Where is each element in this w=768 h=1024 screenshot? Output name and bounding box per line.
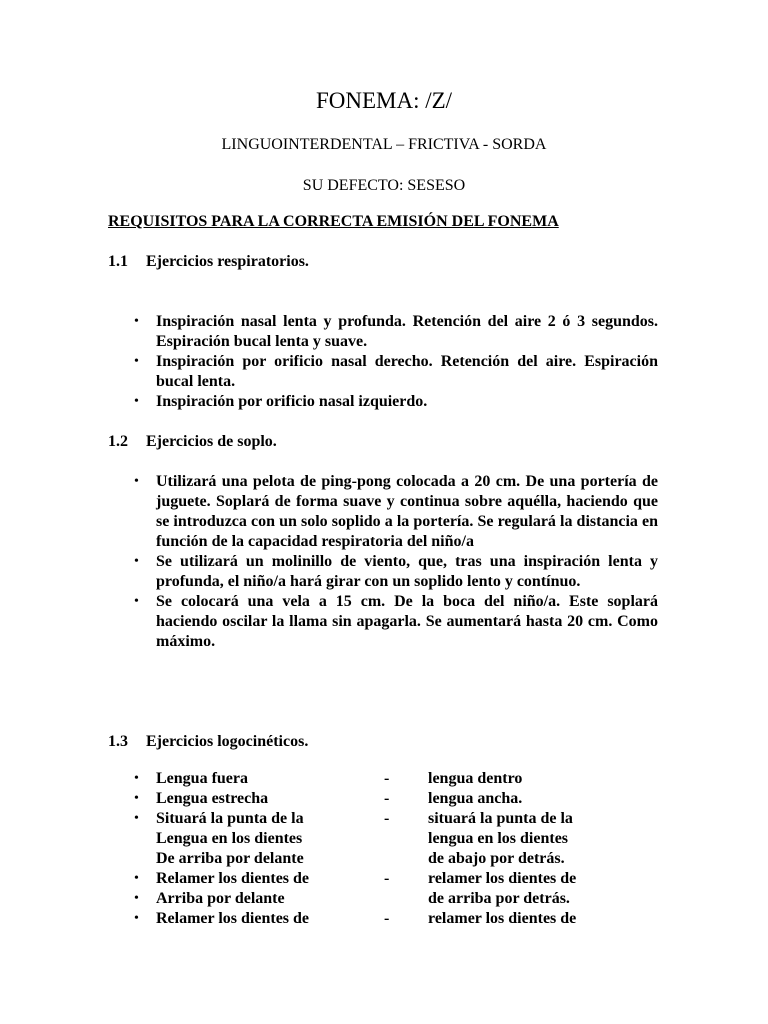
- exercise-left: De arriba por delante: [156, 850, 304, 867]
- exercise-left: Arriba por delante: [156, 890, 285, 907]
- list-item-text: Inspiración nasal lenta y profunda. Retención del aire 2 ó 3 segundos. Espiración bucal lenta y suave.: [156, 313, 658, 350]
- page-title: FONEMA: /Z/: [315, 88, 453, 113]
- list-item-text: Inspiración por orificio nasal izquierdo.: [156, 393, 428, 410]
- exercise-right: de abajo por detrás.: [428, 850, 565, 867]
- list-item: [108, 352, 658, 392]
- bullet-icon: •: [134, 314, 139, 329]
- bullet-icon: •: [134, 911, 139, 926]
- exercise-dash: -: [384, 810, 390, 827]
- list-item: [108, 552, 658, 592]
- exercise-dash: -: [384, 910, 390, 927]
- exercise-dash: -: [384, 870, 390, 887]
- exercise-left: Lengua fuera: [156, 770, 248, 787]
- phoneme-classification: LINGUOINTERDENTAL – FRICTIVA - SORDA: [221, 136, 547, 153]
- exercise-left: Situará la punta de la: [156, 810, 304, 827]
- requirements-heading: REQUISITOS PARA LA CORRECTA EMISIÓN DEL FONEMA: [108, 213, 559, 230]
- logokinetic-exercise-table: [108, 769, 658, 929]
- bullet-icon: •: [134, 891, 139, 906]
- defect-label: SU DEFECTO: SESESO: [302, 177, 466, 194]
- section-title: Ejercicios de soplo.: [146, 433, 277, 450]
- exercise-left: Lengua en los dientes: [156, 830, 303, 847]
- list-item: [108, 592, 658, 652]
- section-title: Ejercicios respiratorios.: [146, 253, 309, 270]
- section-number: 1.1: [108, 253, 128, 270]
- section-heading-blowing: [108, 432, 277, 452]
- section-number: 1.2: [108, 433, 128, 450]
- list-item-text: Se colocará una vela a 15 cm. De la boca del niño/a. Este soplará haciendo oscilar la llama sin apagarla. Se aumentará hasta 20 cm. Como máximo.: [156, 593, 658, 650]
- exercise-row-continuation: [108, 849, 658, 869]
- exercise-right: lengua dentro: [428, 770, 523, 787]
- exercise-left: Relamer los dientes de: [156, 910, 310, 927]
- list-item: [108, 312, 658, 352]
- list-item-text: Inspiración por orificio nasal derecho. Retención del aire. Espiración bucal lenta.: [156, 353, 658, 390]
- exercise-row: [108, 809, 658, 829]
- exercise-row: [108, 769, 658, 789]
- bullet-icon: •: [134, 811, 139, 826]
- section-title: Ejercicios logocinéticos.: [146, 733, 309, 750]
- list-item-text: Utilizará una pelota de ping-pong colocada a 20 cm. De una portería de juguete. Soplará de forma suave y continua sobre aquélla, haciendo que se introduzca con un solo soplido a la portería. Se regulará la distancia en función de la capacidad respiratoria del niño/a: [156, 473, 658, 550]
- exercise-right: lengua en los dientes: [428, 830, 569, 847]
- bullet-icon: •: [134, 871, 139, 886]
- blowing-exercise-list: [108, 472, 658, 652]
- exercise-left: Lengua estrecha: [156, 790, 269, 807]
- section-number: 1.3: [108, 733, 128, 750]
- exercise-row: [108, 869, 658, 889]
- exercise-right: relamer los dientes de: [428, 910, 577, 927]
- exercise-row: [108, 889, 658, 909]
- exercise-right: relamer los dientes de: [428, 870, 577, 887]
- exercise-dash: -: [384, 770, 390, 787]
- exercise-dash: -: [384, 790, 390, 807]
- bullet-icon: •: [134, 594, 139, 609]
- bullet-icon: •: [134, 394, 139, 409]
- list-item: [108, 472, 658, 552]
- bullet-icon: •: [134, 791, 139, 806]
- exercise-row: [108, 909, 658, 929]
- exercise-right: de arriba por detrás.: [428, 890, 570, 907]
- bullet-icon: •: [134, 554, 139, 569]
- exercise-left: Relamer los dientes de: [156, 870, 310, 887]
- exercise-right: situará la punta de la: [428, 810, 573, 827]
- section-heading-logokinetic: [108, 732, 308, 752]
- list-item: [108, 392, 658, 412]
- exercise-row-continuation: [108, 829, 658, 849]
- bullet-icon: •: [134, 771, 139, 786]
- exercise-row: [108, 789, 658, 809]
- respiratory-exercise-list: [108, 312, 658, 412]
- exercise-right: lengua ancha.: [428, 790, 523, 807]
- bullet-icon: •: [134, 474, 139, 489]
- bullet-icon: •: [134, 354, 139, 369]
- section-heading-respiratory: [108, 252, 309, 272]
- list-item-text: Se utilizará un molinillo de viento, que, tras una inspiración lenta y profunda, el niño/a hará girar con un soplido lento y contínuo.: [156, 553, 658, 590]
